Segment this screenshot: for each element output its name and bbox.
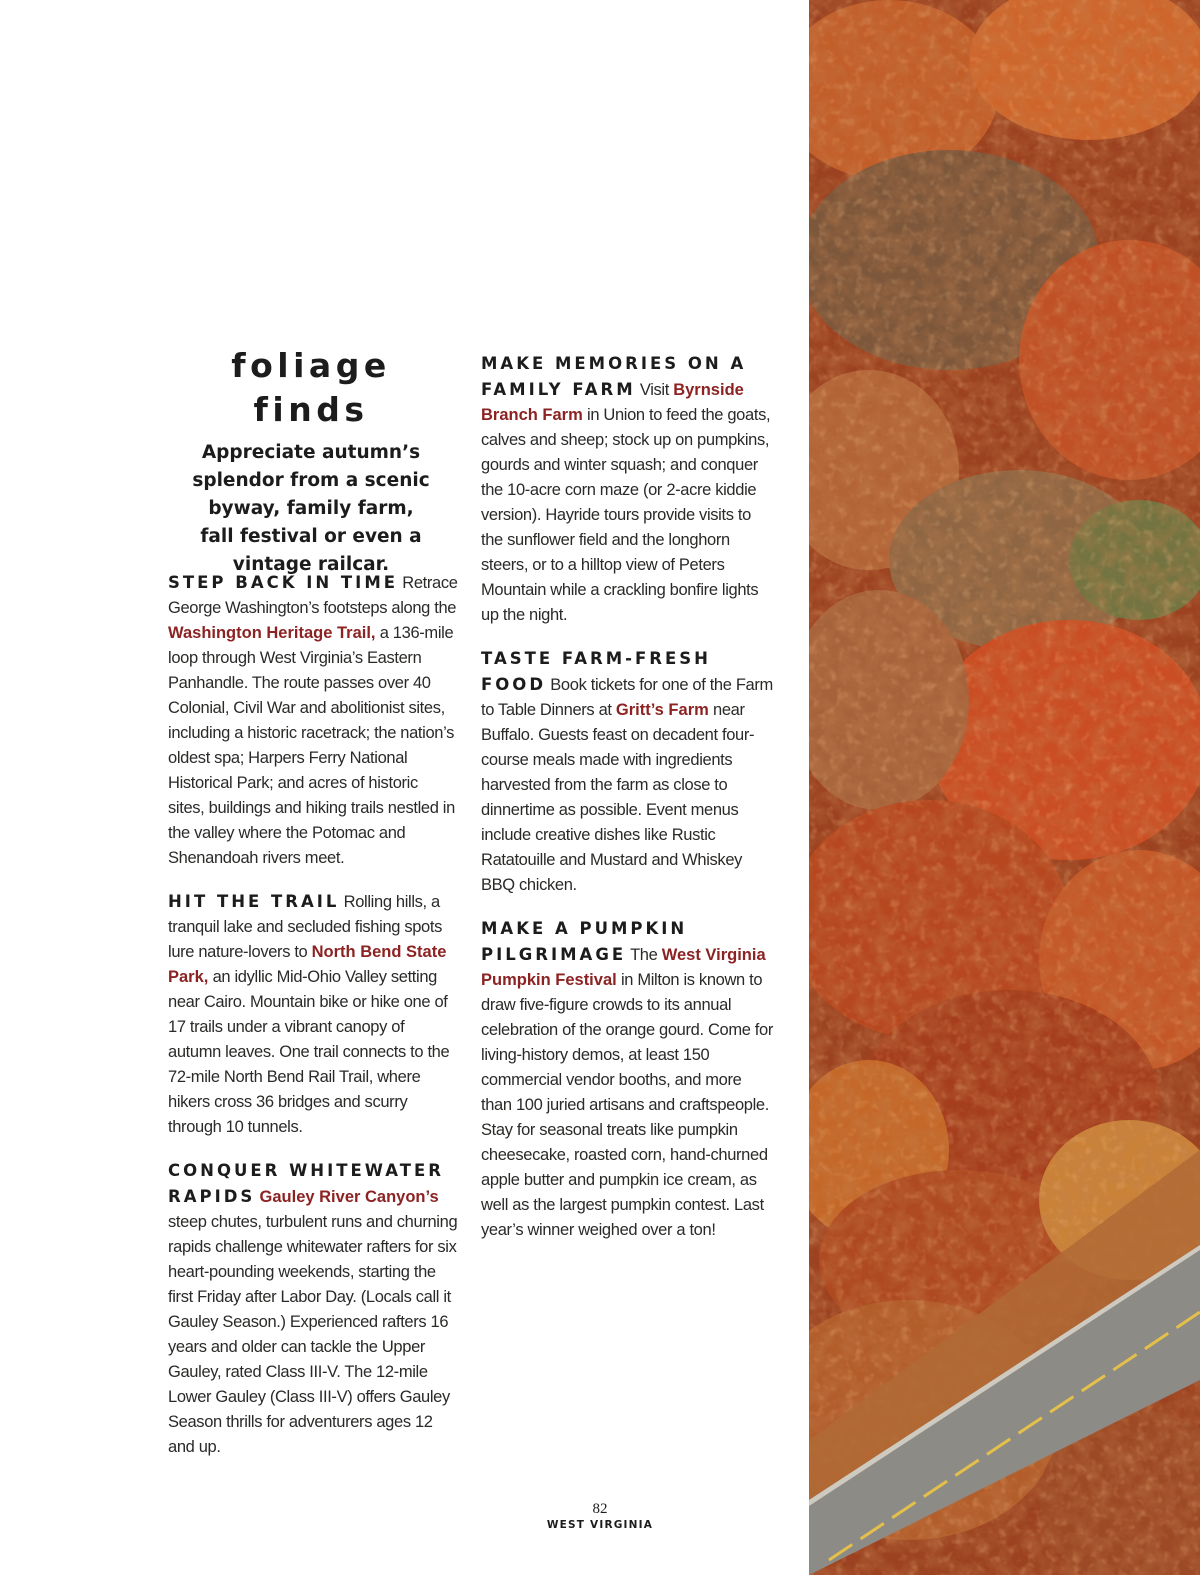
section-body: near Buffalo. Guests feast on decadent four-course meals made with ingredients harvested from the farm as close to dinnertime as possible. Event menus include creative dishes like Rustic Ratatouille and Mustard and Whiskey BBQ chicken. (481, 701, 755, 894)
gauley-river-canyon-link[interactable]: Gauley River Canyon’s (259, 1188, 439, 1206)
gritts-farm-link[interactable]: Gritt’s Farm (615, 701, 709, 719)
page-footer (500, 1500, 700, 1532)
section-pumpkin-pilgrimage (481, 916, 773, 1243)
page-title: foliage finds (231, 346, 391, 429)
section-intro: Retrace George Washington’s footsteps along the (168, 574, 458, 617)
section-intro: Rolling hills, a tranquil lake and secluded fishing spots lure nature-lovers to (168, 893, 443, 961)
feature-header (168, 344, 454, 579)
section-family-farm (481, 351, 773, 628)
pumpkin-festival-link[interactable]: West Virginia Pumpkin Festival (481, 946, 766, 989)
magazine-name: WEST VIRGINIA (546, 1519, 654, 1531)
left-column (168, 570, 458, 1478)
section-body: steep chutes, turbulent runs and churning rapids challenge whitewater rafters for six heart-pounding weekends, starting the first Friday after Labor Day. (Locals call it Gauley Season.) Experienced rafters 16 years and older can tackle the Upper Gauley, rated Class III-V. The 12-mile Lower Gauley (Class III-V) offers Gauley Season thrills for adventurers ages 12 and up. (168, 1213, 458, 1456)
section-body: in Milton is known to draw five-figure crowds to its annual celebration of the orange gourd. Come for living-history demos, at least 150 commercial vendor booths, and more than 100 juried artisans and craftspeople. Stay for seasonal treats like pumpkin cheesecake, roasted corn, hand-churned apple butter and pumpkin ice cream, as well as the largest pumpkin contest. Last year’s winner weighed over a ton! (481, 971, 774, 1239)
section-intro: Visit (639, 381, 669, 399)
right-column (481, 351, 773, 1261)
section-kicker: MAKE MEMORIES ON A FAMILY FARM (481, 354, 747, 399)
section-kicker: CONQUER WHITEWATER RAPIDS (168, 1161, 444, 1206)
section-kicker: TASTE FARM-FRESH FOOD (481, 649, 711, 694)
section-farm-fresh-food (481, 646, 773, 898)
section-kicker: STEP BACK IN TIME (168, 573, 399, 592)
section-hit-the-trail (168, 889, 458, 1140)
page-number: 82 (592, 1501, 608, 1517)
section-body: an idyllic Mid-Ohio Valley setting near Cairo. Mountain bike or hike one of 17 trails under a vibrant canopy of autumn leaves. One trail connects to the 72-mile North Bend Rail Trail, where hikers cross 36 bridges and scurry through 10 tunnels. (168, 968, 450, 1136)
north-bend-state-park-link[interactable]: North Bend State Park, (168, 943, 447, 986)
section-step-back-in-time (168, 570, 458, 871)
page-subtitle: Appreciate autumn’s splendor from a scenic byway, family farm, fall festival or even a vintage railcar. (192, 442, 430, 575)
section-body: in Union to feed the goats, calves and sheep; stock up on pumpkins, gourds and winter squash; and conquer the 10-acre corn maze (or 2-acre kiddie version). Hayride tours provide visits to the sunflower field and the longhorn steers, or to a hilltop view of Peters Mountain while a crackling bonfire lights up the night. (481, 406, 771, 624)
section-intro: The (630, 946, 658, 964)
section-intro: Book tickets for one of the Farm to Table Dinners at (481, 676, 773, 719)
section-body: a 136-mile loop through West Virginia’s Eastern Panhandle. The route passes over 40 Colonial, Civil War and abolitionist sites, including a historic racetrack; the nation’s oldest spa; Harpers Ferry National Historical Park; and acres of historic sites, buildings and hiking trails nestled in the valley where the Potomac and Shenandoah rivers meet. (168, 624, 455, 867)
section-conquer-whitewater-rapids (168, 1158, 458, 1460)
byrnside-branch-farm-link[interactable]: Byrnside Branch Farm (481, 381, 744, 424)
section-kicker: MAKE A PUMPKIN PILGRIMAGE (481, 919, 688, 964)
aerial-foliage-photo (809, 0, 1200, 1575)
section-kicker: HIT THE TRAIL (168, 892, 340, 911)
washington-heritage-trail-link[interactable]: Washington Heritage Trail, (168, 624, 376, 642)
